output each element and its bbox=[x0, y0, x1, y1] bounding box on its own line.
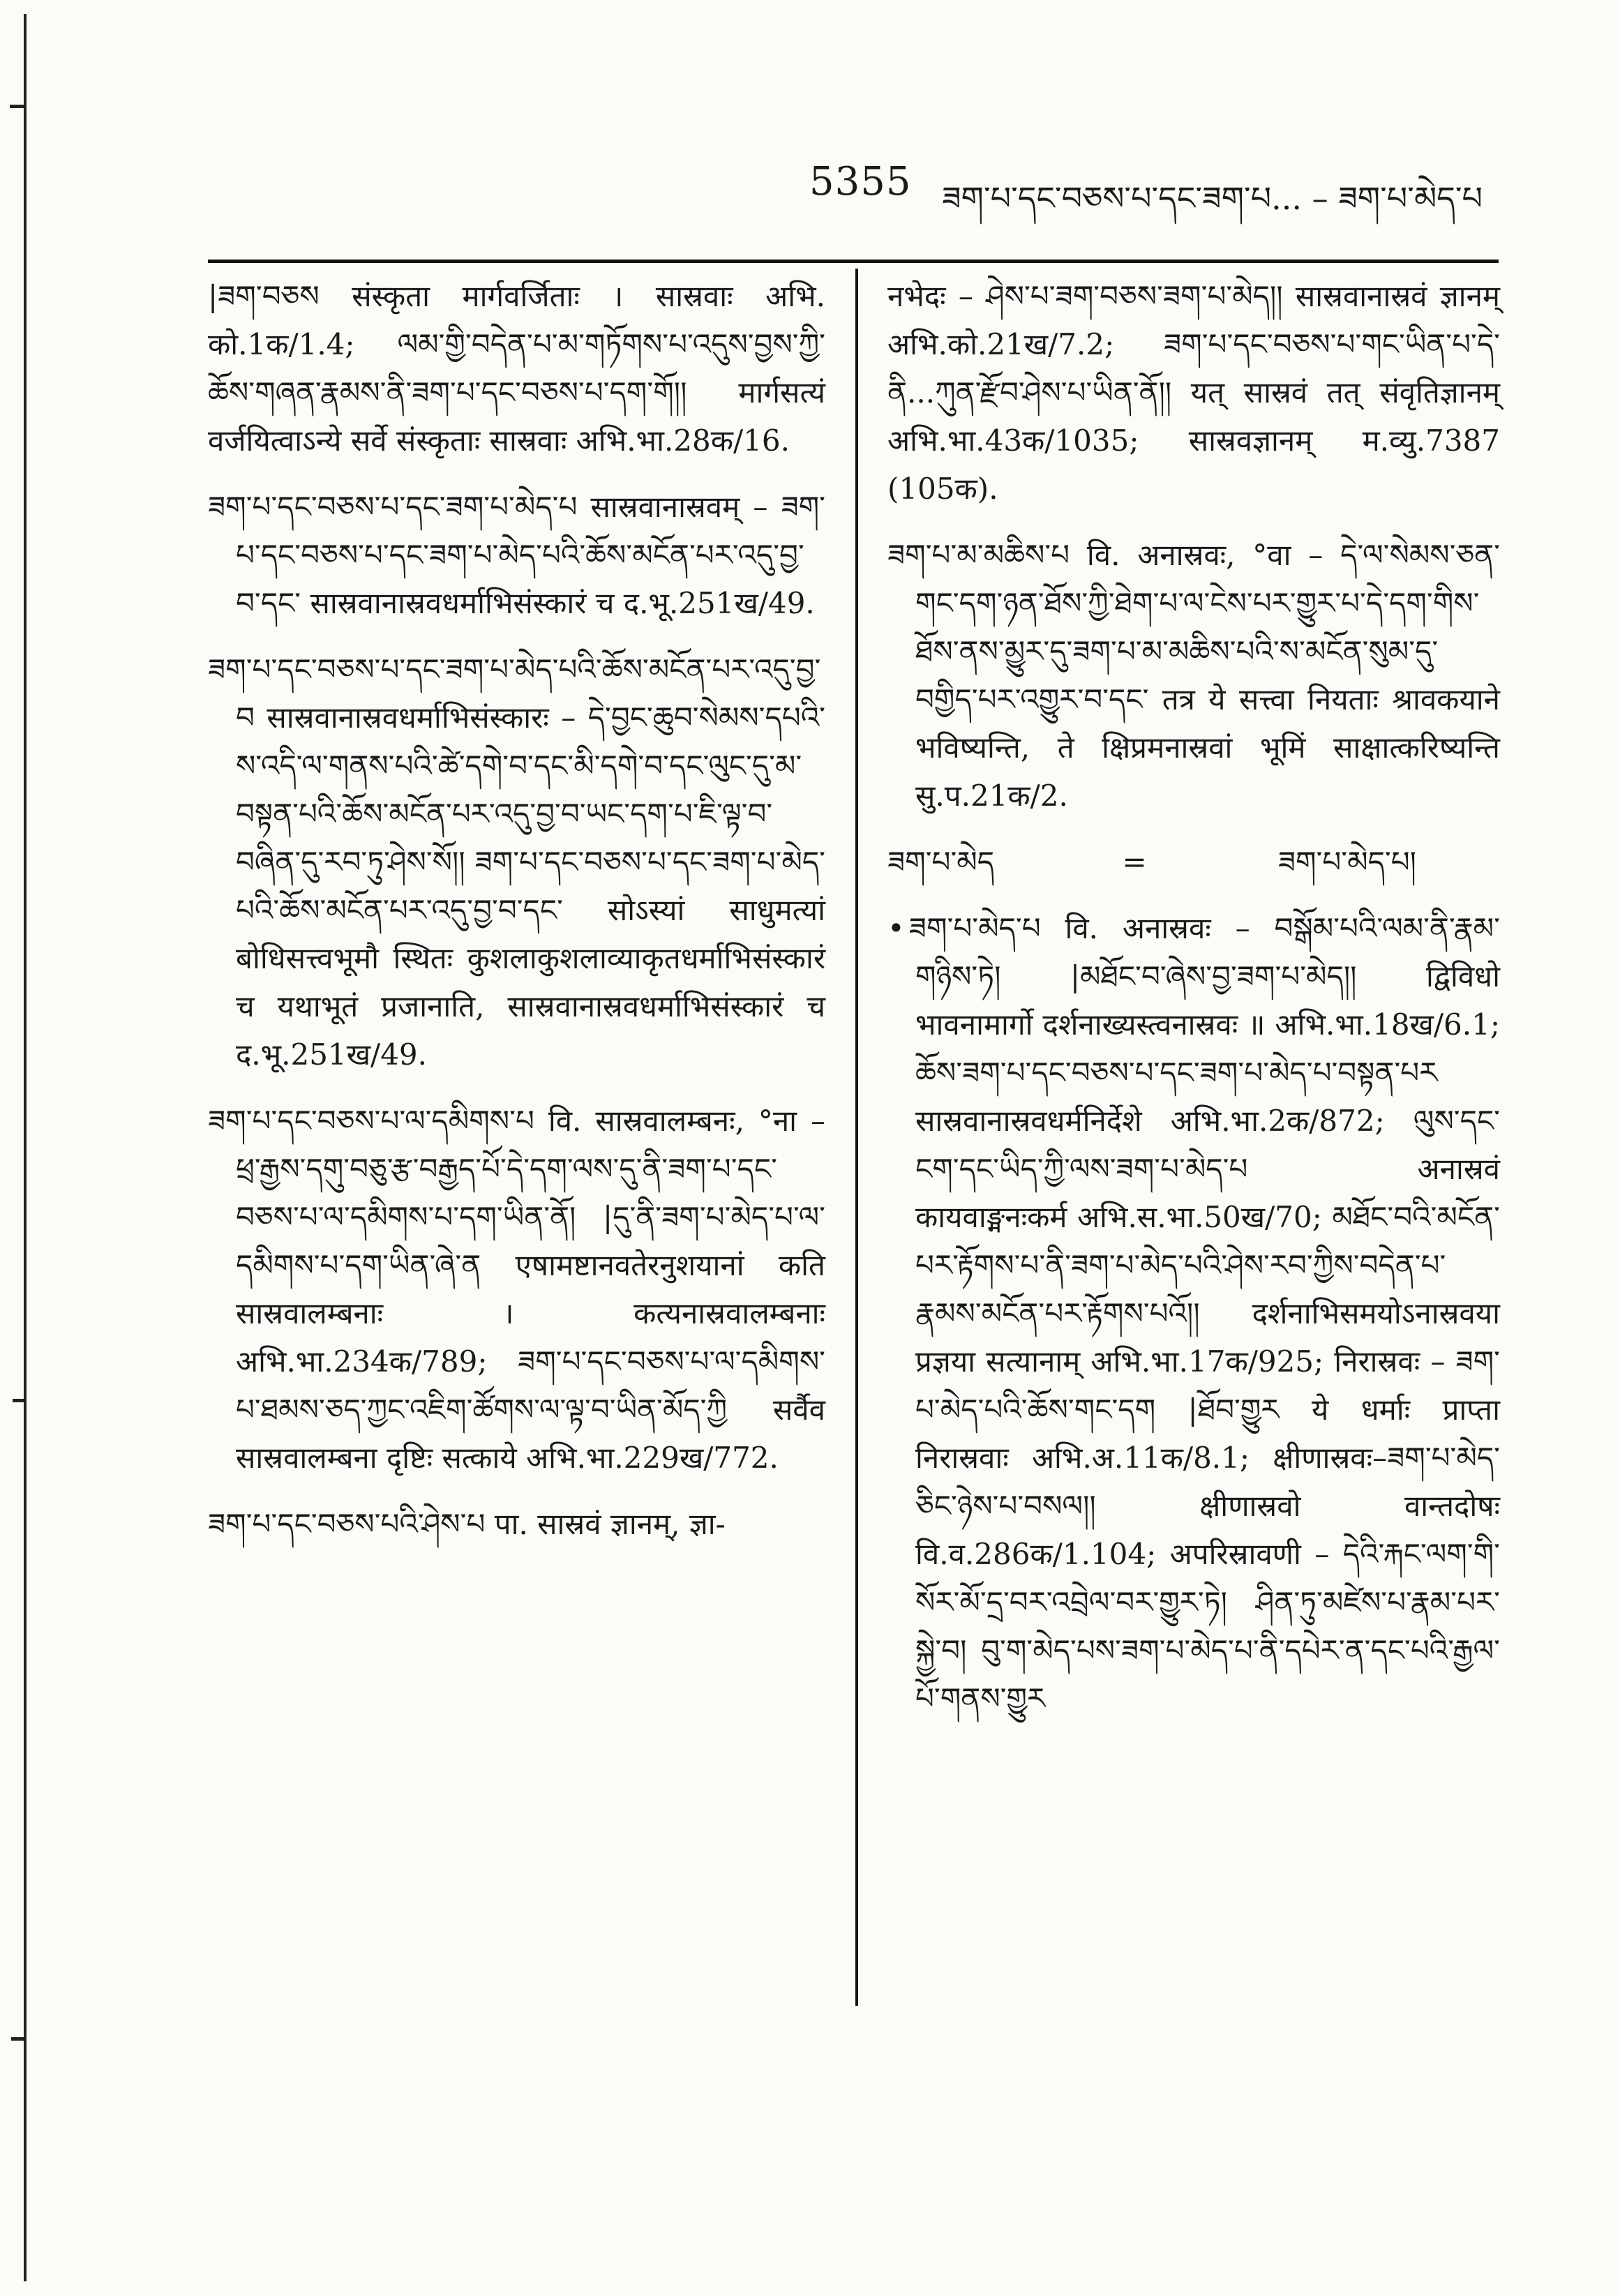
page-number: 5355 bbox=[809, 159, 912, 204]
entry-continuation: नभेदः – ཤེས་པ་ཟག་བཅས་ཟག་པ་མེད།། सास्रवानास्रवं ज्ञानम् अभि.को.21ख/7.2; ཟག་པ་དང་བཅས་པ་གང་ཡིན་པ་དེ་ནི...ཀུན་རྫོབ་ཤེས་པ་ཡིན་ནོ།། यत् सास्रवं तत् संवृतिज्ञानम् अभि.भा.43क/1035; सास्रवज्ञानम् म.व्यु.7387 (105क). bbox=[887, 279, 1500, 506]
header-rule bbox=[208, 260, 1499, 263]
entry-bullet: • bbox=[887, 911, 905, 945]
running-head: ཟག་པ་དང་བཅས་པ་དང་ཟག་པ... – ཟག་པ་མེད་པ bbox=[942, 179, 1483, 217]
entry-text: ཟག་པ་མེད་པ वि. अनास्रवः – བསྒོམ་པའི་ལམ་ནི་རྣམ་གཉིས་ཏེ། |མཐོང་བ་ཞེས་བྱ་ཟག་པ་མེད།། द्विविधो भावनामार्गो दर्शनाख्यस्त्वनास्रवः ॥ अभि.भा.18ख/6.1; ཆོས་ཟག་པ་དང་བཅས་པ་དང་ཟག་པ་མེད་པ་བསྟན་པར सास्रवानास्रवधर्मनिर्देशे अभि.भा.2क/872; ལུས་དང་ངག་དང་ཡིད་ཀྱི་ལས་ཟག་པ་མེད་པ अनास्रवं कायवाङ्मनःकर्म अभि.स.भा.50ख/70; མཐོང་བའི་མངོན་པར་རྟོགས་པ་ནི་ཟག་པ་མེད་པའི་ཤེས་རབ་ཀྱིས་བདེན་པ་རྣམས་མངོན་པར་རྟོགས་པའོ།། दर्शनाभिसमयोऽनास्रवया प्रज्ञया सत्यानाम् अभि.भा.17क/925; निरास्रवः – ཟག་པ་མེད་པའི་ཆོས་གང་དག |ཐོབ་གྱུར ये धर्माः प्राप्ता निरास्रवाः अभि.अ.11क/8.1; क्षीणास्रवः–ཟག་པ་མེད་ཅིང་ཉེས་པ་བསལ།། क्षीणास्रवो वान्तदोषः वि.व.286क/1.104; अपरिस्रावणी – དེའི་རྐང་ལག་གི་སོར་མོ་དྲ་བར་འབྲེལ་བར་གྱུར་ཏེ། ཤིན་ཏུ་མཛེས་པ་རྣམ་པར་སྐྱེ་བ། བུ་ག་མེད་པས་ཟག་པ་མེད་པ་ནི་དཔེར་ན་དང་པའི་རྒྱལ་པོ་གནས་གྱུར bbox=[908, 911, 1500, 1716]
dictionary-entry: ཟག་པ་དང་བཅས་པ་ལ་དམིགས་པ वि. सास्रवालम्बनः, °ना – ཕྲ་རྒྱས་དགུ་བཅུ་རྩ་བརྒྱད་པོ་དེ་དག་ལས་དུ་ནི་ཟག་པ་དང་བཅས་པ་ལ་དམིགས་པ་དག་ཡིན་ནོ། |དུ་ནི་ཟག་པ་མེད་པ་ལ་དམིགས་པ་དག་ཡིན་ཞེ་ན एषामष्टानवतेरनुशयानां कति सास्रवालम्बनाः । कत्यनास्रवालम्बनाः अभि.भा.234क/789; ཟག་པ་དང་བཅས་པ་ལ་དམིགས་པ་ཐམས་ཅད་ཀྱང་འཇིག་ཚོགས་ལ་ལྟ་བ་ཡིན་མོད་ཀྱི सर्वैव सास्रवालम्बना दृष्टिः सत्काये अभि.भा.229ख/772. bbox=[208, 1104, 825, 1475]
entry-continuation: |ཟག་བཅས संस्कृता मार्गवर्जिताः । सास्रवाः अभि. को.1क/1.4; ལམ་གྱི་བདེན་པ་མ་གཏོགས་པ་འདུས་བྱས་ཀྱི་ཆོས་གཞན་རྣམས་ནི་ཟག་པ་དང་བཅས་པ་དག་གོ།། मार्गसत्यं वर्जयित्वाऽन्ये सर्वे संस्कृताः सास्रवाः अभि.भा.28क/16. bbox=[208, 279, 825, 458]
left-margin-tick bbox=[11, 2037, 25, 2041]
left-column bbox=[208, 272, 825, 1566]
cross-reference-entry: ཟག་པ་མེད = ཟག་པ་མེད་པ། bbox=[887, 838, 1500, 886]
left-margin-line bbox=[24, 14, 27, 2281]
dictionary-entry: ཟག་པ་དང་བཅས་པ་དང་ཟག་པ་མེད་པ सास्रवानास्रवम् – ཟག་པ་དང་བཅས་པ་དང་ཟག་པ་མེད་པའི་ཆོས་མངོན་པར་འདུ་བྱ་བ་དང་ सास्रवानास्रवधर्माभिसंस्कारं च द.भू.251ख/49. bbox=[208, 490, 825, 620]
left-margin-tick bbox=[13, 1399, 25, 1402]
dictionary-entry: ཟག་པ་མ་མཆིས་པ वि. अनास्रवः, °वा – དེ་ལ་སེམས་ཅན་གང་དག་ཉན་ཐོས་ཀྱི་ཐེག་པ་ལ་ངེས་པར་གྱུར་པ་དེ་དག་གིས་ཐོས་ནས་མྱུར་དུ་ཟག་པ་མ་མཆིས་པའི་ས་མངོན་སུམ་དུ་བགྱིད་པར་འགྱུར་བ་དང་ तत्र ये सत्त्वा नियताः श्रावकयाने भविष्यन्ति, ते क्षिप्रमनास्रवां भूमिं साक्षात्करिष्यन्ति सु.प.21क/2. bbox=[887, 538, 1500, 813]
dictionary-entry bbox=[887, 904, 1500, 1723]
page-header bbox=[809, 159, 1507, 215]
right-column bbox=[887, 272, 1500, 1741]
xref-headword: ཟག་པ་མེད bbox=[887, 845, 995, 879]
column-divider bbox=[855, 269, 858, 2006]
dictionary-entry: ཟག་པ་དང་བཅས་པ་དང་ཟག་པ་མེད་པའི་ཆོས་མངོན་པར་འདུ་བྱ་བ सास्रवानास्रवधर्माभिसंस्कारः – དེ་བྱང་ཆུབ་སེམས་དཔའི་ས་འདི་ལ་གནས་པའི་ཚེ་དགེ་བ་དང་མི་དགེ་བ་དང་ལུང་དུ་མ་བསྟན་པའི་ཆོས་མངོན་པར་འདུ་བྱ་བ་ཡང་དག་པ་ཇི་ལྟ་བ་བཞིན་དུ་རབ་ཏུ་ཤེས་སོ།། ཟག་པ་དང་བཅས་པ་དང་ཟག་པ་མེད་པའི་ཆོས་མངོན་པར་འདུ་བྱ་བ་དང་ सोऽस्यां साधुमत्यां बोधिसत्त्वभूमौ स्थितः कुशलाकुशलाव्याकृतधर्माभिसंस्कारं च यथाभूतं प्रजानाति, सास्रवानास्रवधर्माभिसंस्कारं च द.भू.251ख/49. bbox=[208, 652, 825, 1072]
dictionary-entry: ཟག་པ་དང་བཅས་པའི་ཤེས་པ पा. सास्रवं ज्ञानम्, ज्ञा- bbox=[208, 1507, 726, 1541]
left-margin-tick bbox=[10, 105, 25, 108]
xref-target: ཟག་པ་མེད་པ། bbox=[1277, 845, 1416, 879]
